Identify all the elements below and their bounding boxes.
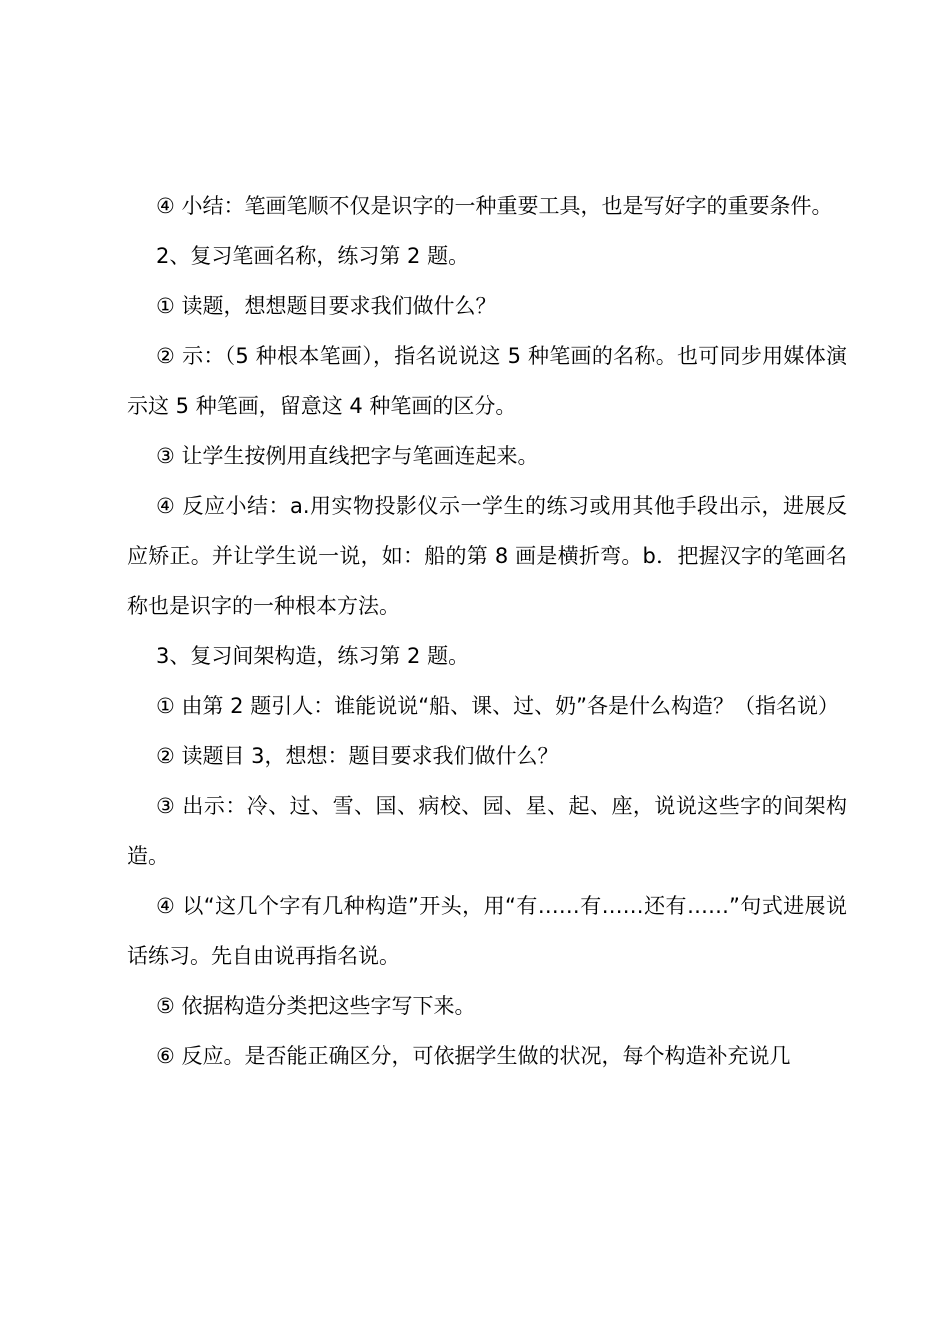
paragraph-introduce-structure: ① 由第 2 题引人：谁能说说“船、课、过、奶”各是什么构造？（指名说） [156,694,839,718]
paragraph-speaking-practice: ④ 以“这几个字有几种构造”开头，用“有……有……还有……”句式进展说话练习。先自由说再指名说。 [127,894,847,968]
paragraph-show-characters: ③ 出示：冷、过、雪、国、病校、园、星、起、座，说说这些字的间架构造。 [127,794,847,868]
paragraph-show-basic-strokes: ② 示：（5 种根本笔画），指名说说这 5 种笔画的名称。也可同步用媒体演示这 5 种笔画，留意这 4 种笔画的区分。 [127,344,847,418]
paragraph-connect-strokes: ③ 让学生按例用直线把字与笔画连起来。 [156,444,539,468]
paragraph-read-question: ① 读题，想想题目要求我们做什么？ [156,294,497,318]
paragraph-review-stroke-names: 2、复习笔画名称，练习第 2 题。 [156,244,470,268]
paragraph-feedback-summary: ④ 反应小结：a.用实物投影仪示一学生的练习或用其他手段出示，进展反应矫正。并让学生说一说，如：船的第 8 画是横折弯。b．把握汉字的笔画名称也是识字的一种根本方法。 [127,494,847,618]
paragraph-summary-strokes: ④ 小结：笔画笔顺不仅是识字的一种重要工具，也是写好字的重要条件。 [156,194,833,218]
paragraph-classify-write: ⑤ 依据构造分类把这些字写下来。 [156,994,476,1018]
paragraph-read-question-3: ② 读题目 3，想想：题目要求我们做什么？ [156,744,559,768]
paragraph-review-structure: 3、复习间架构造，练习第 2 题。 [156,644,470,668]
document-body [127,181,847,1081]
paragraph-feedback: ⑥ 反应。是否能正确区分，可依据学生做的状况，每个构造补充说几 [156,1044,791,1068]
